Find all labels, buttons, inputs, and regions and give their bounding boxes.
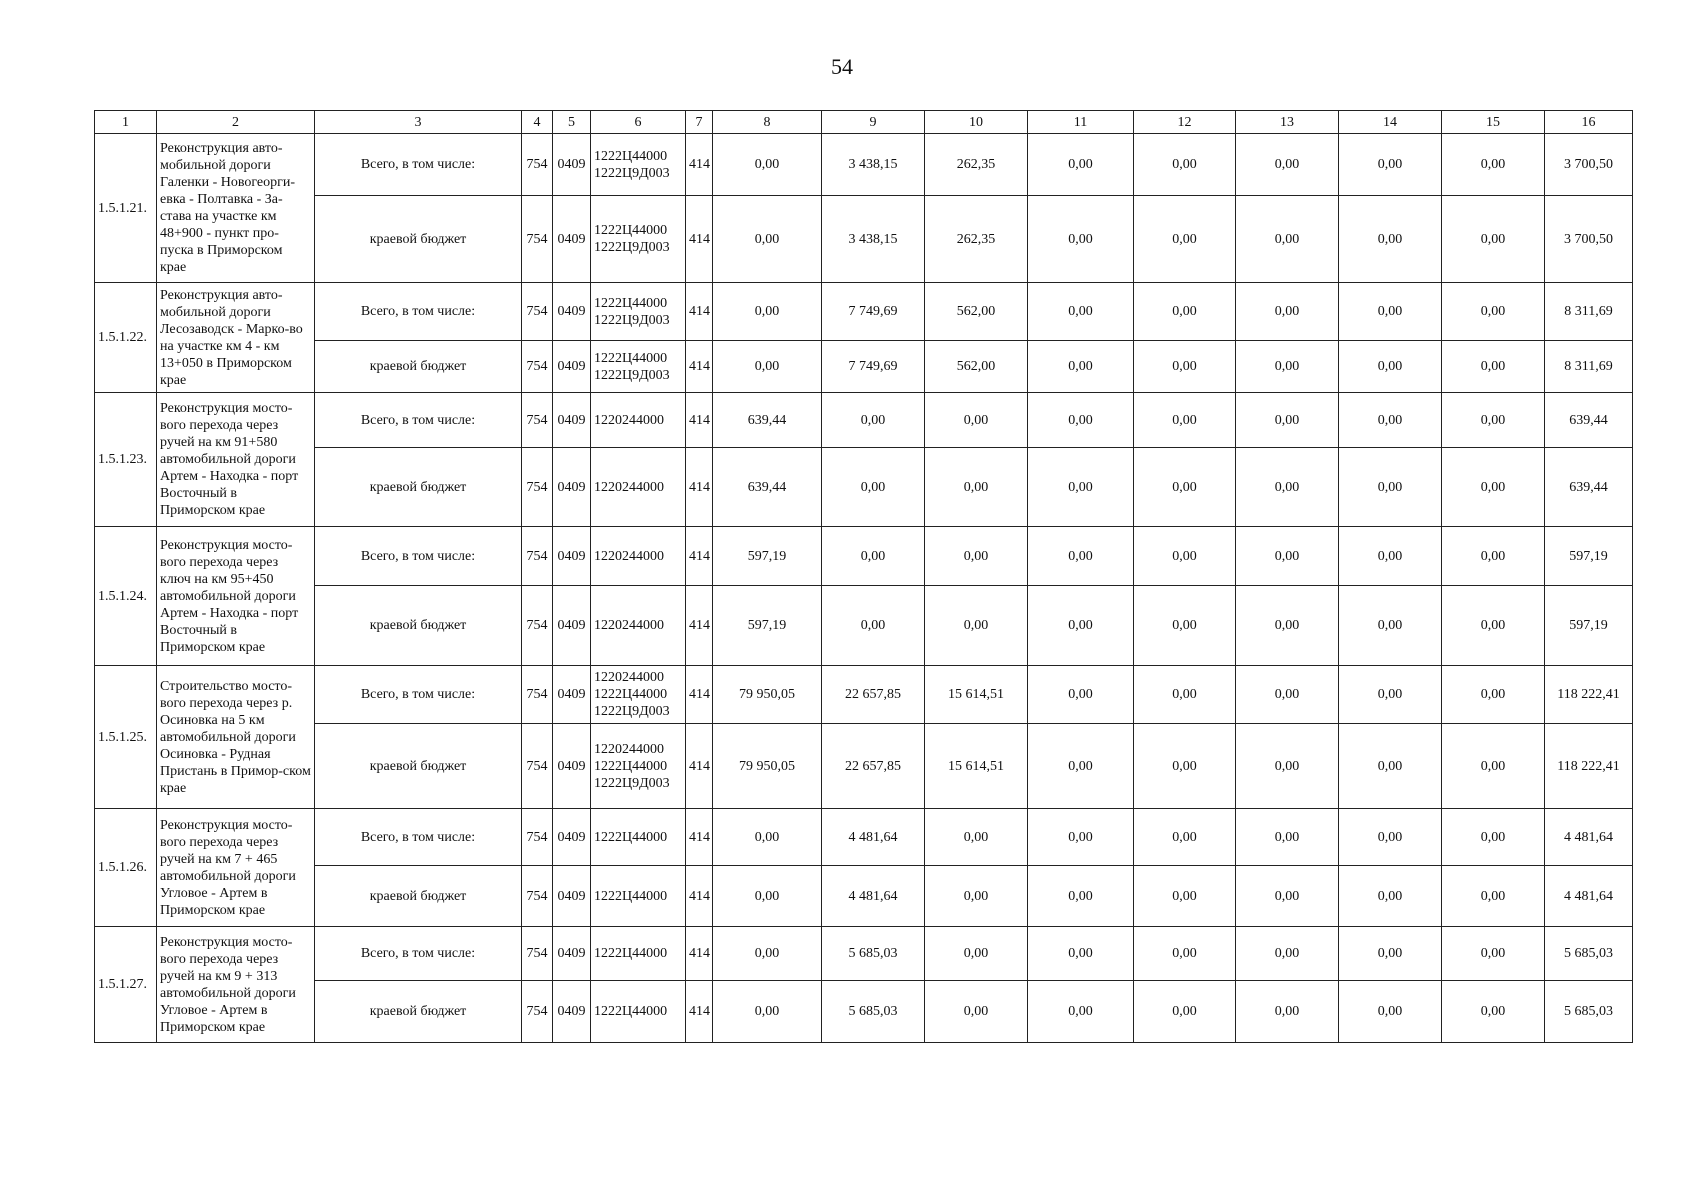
amount-cell: 0,00 (1236, 586, 1339, 666)
funding-source: Всего, в том числе: (315, 927, 522, 981)
funding-source: Всего, в том числе: (315, 134, 522, 196)
amount-cell: 0,00 (1236, 666, 1339, 724)
amount-cell: 0,00 (1134, 724, 1236, 809)
ministry-code: 754 (522, 283, 553, 341)
amount-cell: 0,00 (1028, 283, 1134, 341)
amount-cell: 0,00 (1339, 283, 1442, 341)
table-row (95, 666, 1633, 724)
item-name: Реконструкция мосто-вого перехода через ключ на км 95+450 автомобильной дороги Артем - Находка - порт Восточный в Приморском крае (157, 527, 315, 666)
expense-type-code: 414 (686, 134, 713, 196)
amount-cell: 0,00 (1339, 666, 1442, 724)
section-code: 0409 (553, 134, 591, 196)
target-article-code: 1222Ц9Д003 (594, 704, 670, 719)
item-name: Реконструкция авто-мобильной дороги Лесозаводск - Марко-во на участке км 4 - км 13+050 в Приморском крае (157, 283, 315, 393)
amount-cell: 0,00 (1339, 393, 1442, 448)
target-article-codes (591, 134, 686, 196)
amount-cell: 0,00 (1442, 586, 1545, 666)
amount-cell: 5 685,03 (1545, 927, 1633, 981)
amount-cell: 4 481,64 (822, 809, 925, 866)
amount-cell: 0,00 (1028, 927, 1134, 981)
section-code: 0409 (553, 196, 591, 283)
amount-cell: 4 481,64 (822, 866, 925, 927)
column-header: 8 (713, 111, 822, 134)
item-index: 1.5.1.24. (95, 527, 157, 666)
amount-cell: 0,00 (1028, 586, 1134, 666)
expense-type-code: 414 (686, 586, 713, 666)
ministry-code: 754 (522, 666, 553, 724)
table-row (95, 724, 1633, 809)
section-code: 0409 (553, 866, 591, 927)
column-header: 9 (822, 111, 925, 134)
amount-cell: 0,00 (1028, 393, 1134, 448)
amount-cell: 0,00 (1339, 196, 1442, 283)
amount-cell: 0,00 (1134, 927, 1236, 981)
table-row (95, 283, 1633, 341)
amount-cell: 3 438,15 (822, 196, 925, 283)
amount-cell: 0,00 (713, 196, 822, 283)
funding-source: Всего, в том числе: (315, 283, 522, 341)
funding-source: Всего, в том числе: (315, 527, 522, 586)
amount-cell: 0,00 (1028, 809, 1134, 866)
amount-cell: 0,00 (1134, 981, 1236, 1043)
amount-cell: 0,00 (1134, 527, 1236, 586)
funding-source: краевой бюджет (315, 448, 522, 527)
amount-cell: 0,00 (1442, 981, 1545, 1043)
column-header: 3 (315, 111, 522, 134)
amount-cell: 0,00 (925, 927, 1028, 981)
ministry-code: 754 (522, 448, 553, 527)
amount-cell: 0,00 (925, 527, 1028, 586)
amount-cell: 262,35 (925, 196, 1028, 283)
target-article-code: 1222Ц44000 (594, 687, 668, 702)
funding-source: краевой бюджет (315, 866, 522, 927)
amount-cell: 0,00 (1236, 134, 1339, 196)
target-article-codes (591, 586, 686, 666)
item-name: Реконструкция мосто-вого перехода через ручей на км 7 + 465 автомобильной дороги Угловое - Артем в Приморском крае (157, 809, 315, 927)
target-article-codes (591, 981, 686, 1043)
amount-cell: 0,00 (1339, 448, 1442, 527)
target-article-code: 1220244000 (594, 479, 664, 495)
funding-source: краевой бюджет (315, 586, 522, 666)
amount-cell: 0,00 (1134, 196, 1236, 283)
section-code: 0409 (553, 527, 591, 586)
column-header: 15 (1442, 111, 1545, 134)
item-name: Реконструкция мосто-вого перехода через ручей на км 9 + 313 автомобильной дороги Угловое - Артем в Приморском крае (157, 927, 315, 1043)
target-article-code: 1222Ц44000 (594, 1004, 668, 1019)
amount-cell: 0,00 (1134, 341, 1236, 393)
table-row (95, 809, 1633, 866)
budget-table (94, 110, 1633, 1043)
column-header: 4 (522, 111, 553, 134)
funding-source: краевой бюджет (315, 724, 522, 809)
table-row (95, 586, 1633, 666)
target-article-code: 1222Ц44000 (594, 148, 668, 164)
column-header: 1 (95, 111, 157, 134)
amount-cell: 0,00 (1442, 724, 1545, 809)
expense-type-code: 414 (686, 866, 713, 927)
amount-cell: 0,00 (1442, 393, 1545, 448)
amount-cell: 639,44 (1545, 448, 1633, 527)
amount-cell: 0,00 (1442, 927, 1545, 981)
amount-cell: 0,00 (822, 527, 925, 586)
expense-type-code: 414 (686, 196, 713, 283)
item-name: Строительство мосто-вого перехода через р. Осиновка на 5 км автомобильной дороги Осиновка - Рудная Пристань в Примор-ском крае (157, 666, 315, 809)
amount-cell: 0,00 (1236, 809, 1339, 866)
funding-source: Всего, в том числе: (315, 393, 522, 448)
item-name: Реконструкция авто-мобильной дороги Галенки - Новогеорги-евка - Полтавка - За-става на участке км 48+900 - пункт про-пуска в Приморском крае (157, 134, 315, 283)
expense-type-code: 414 (686, 341, 713, 393)
amount-cell: 0,00 (1236, 866, 1339, 927)
funding-source: краевой бюджет (315, 981, 522, 1043)
amount-cell: 118 222,41 (1545, 666, 1633, 724)
amount-cell: 0,00 (1442, 196, 1545, 283)
target-article-code: 1222Ц44000 (594, 295, 668, 311)
target-article-code: 1222Ц9Д003 (594, 312, 670, 328)
item-index: 1.5.1.22. (95, 283, 157, 393)
amount-cell: 0,00 (1028, 341, 1134, 393)
amount-cell: 0,00 (713, 283, 822, 341)
amount-cell: 0,00 (1236, 283, 1339, 341)
amount-cell: 5 685,03 (822, 981, 925, 1043)
table-row (95, 866, 1633, 927)
target-article-code: 1222Ц9Д003 (594, 165, 670, 181)
amount-cell: 0,00 (1339, 927, 1442, 981)
amount-cell: 118 222,41 (1545, 724, 1633, 809)
section-code: 0409 (553, 666, 591, 724)
item-name: Реконструкция мосто-вого перехода через ручей на км 91+580 автомобильной дороги Артем - Находка - порт Восточный в Приморском крае (157, 393, 315, 527)
amount-cell: 0,00 (1339, 586, 1442, 666)
ministry-code: 754 (522, 393, 553, 448)
item-index: 1.5.1.23. (95, 393, 157, 527)
target-article-code: 1220244000 (594, 741, 664, 757)
amount-cell: 7 749,69 (822, 341, 925, 393)
amount-cell: 0,00 (1134, 134, 1236, 196)
amount-cell: 0,00 (713, 927, 822, 981)
table-row (95, 927, 1633, 981)
expense-type-code: 414 (686, 981, 713, 1043)
amount-cell: 5 685,03 (822, 927, 925, 981)
column-header: 5 (553, 111, 591, 134)
amount-cell: 79 950,05 (713, 666, 822, 724)
amount-cell: 0,00 (1339, 134, 1442, 196)
amount-cell: 0,00 (1134, 283, 1236, 341)
expense-type-code: 414 (686, 527, 713, 586)
amount-cell: 597,19 (1545, 586, 1633, 666)
amount-cell: 15 614,51 (925, 724, 1028, 809)
amount-cell: 0,00 (713, 809, 822, 866)
amount-cell: 0,00 (1339, 809, 1442, 866)
expense-type-code: 414 (686, 448, 713, 527)
amount-cell: 0,00 (1134, 393, 1236, 448)
amount-cell: 8 311,69 (1545, 283, 1633, 341)
table-row (95, 134, 1633, 196)
amount-cell: 597,19 (1545, 527, 1633, 586)
target-article-code: 1222Ц44000 (594, 758, 668, 774)
amount-cell: 0,00 (1442, 283, 1545, 341)
column-header: 6 (591, 111, 686, 134)
amount-cell: 0,00 (1134, 809, 1236, 866)
item-index: 1.5.1.21. (95, 134, 157, 283)
amount-cell: 0,00 (822, 586, 925, 666)
amount-cell: 4 481,64 (1545, 809, 1633, 866)
amount-cell: 22 657,85 (822, 724, 925, 809)
amount-cell: 0,00 (1442, 527, 1545, 586)
ministry-code: 754 (522, 981, 553, 1043)
target-article-code: 1220244000 (594, 548, 664, 564)
table-row (95, 196, 1633, 283)
column-header: 12 (1134, 111, 1236, 134)
target-article-codes (591, 724, 686, 809)
amount-cell: 3 700,50 (1545, 196, 1633, 283)
amount-cell: 562,00 (925, 341, 1028, 393)
amount-cell: 0,00 (1028, 724, 1134, 809)
amount-cell: 0,00 (1028, 866, 1134, 927)
ministry-code: 754 (522, 866, 553, 927)
amount-cell: 0,00 (1236, 196, 1339, 283)
target-article-code: 1222Ц9Д003 (594, 775, 670, 791)
amount-cell: 0,00 (1134, 866, 1236, 927)
page-number: 54 (831, 54, 853, 79)
amount-cell: 0,00 (1236, 448, 1339, 527)
target-article-codes (591, 666, 686, 724)
section-code: 0409 (553, 809, 591, 866)
target-article-code: 1222Ц44000 (594, 888, 668, 904)
amount-cell: 0,00 (713, 341, 822, 393)
amount-cell: 0,00 (1339, 866, 1442, 927)
item-index: 1.5.1.26. (95, 809, 157, 927)
section-code: 0409 (553, 586, 591, 666)
column-header: 2 (157, 111, 315, 134)
amount-cell: 0,00 (1236, 981, 1339, 1043)
amount-cell: 0,00 (1028, 981, 1134, 1043)
target-article-code: 1222Ц44000 (594, 829, 668, 845)
amount-cell: 0,00 (1442, 448, 1545, 527)
target-article-codes (591, 809, 686, 866)
target-article-codes (591, 866, 686, 927)
table-body (95, 134, 1633, 1043)
expense-type-code: 414 (686, 927, 713, 981)
amount-cell: 0,00 (1236, 393, 1339, 448)
amount-cell: 0,00 (1339, 724, 1442, 809)
ministry-code: 754 (522, 809, 553, 866)
expense-type-code: 414 (686, 283, 713, 341)
amount-cell: 0,00 (1028, 666, 1134, 724)
amount-cell: 597,19 (713, 586, 822, 666)
amount-cell: 0,00 (1442, 341, 1545, 393)
amount-cell: 0,00 (1236, 927, 1339, 981)
amount-cell: 5 685,03 (1545, 981, 1633, 1043)
item-index: 1.5.1.27. (95, 927, 157, 1043)
amount-cell: 0,00 (1236, 527, 1339, 586)
amount-cell: 8 311,69 (1545, 341, 1633, 393)
amount-cell: 0,00 (822, 448, 925, 527)
target-article-codes (591, 196, 686, 283)
ministry-code: 754 (522, 586, 553, 666)
target-article-code: 1220244000 (594, 412, 664, 428)
target-article-code: 1220244000 (594, 618, 664, 633)
amount-cell: 0,00 (1339, 341, 1442, 393)
ministry-code: 754 (522, 134, 553, 196)
target-article-codes (591, 927, 686, 981)
amount-cell: 0,00 (1236, 341, 1339, 393)
header-row (95, 111, 1633, 134)
target-article-codes (591, 527, 686, 586)
column-header: 14 (1339, 111, 1442, 134)
table-row (95, 393, 1633, 448)
target-article-code: 1222Ц9Д003 (594, 367, 670, 383)
target-article-codes (591, 393, 686, 448)
expense-type-code: 414 (686, 724, 713, 809)
amount-cell: 0,00 (713, 134, 822, 196)
amount-cell: 0,00 (1236, 724, 1339, 809)
target-article-codes (591, 341, 686, 393)
funding-source: Всего, в том числе: (315, 666, 522, 724)
funding-source: краевой бюджет (315, 196, 522, 283)
column-header: 16 (1545, 111, 1633, 134)
ministry-code: 754 (522, 927, 553, 981)
amount-cell: 262,35 (925, 134, 1028, 196)
amount-cell: 0,00 (925, 586, 1028, 666)
amount-cell: 0,00 (1442, 666, 1545, 724)
amount-cell: 4 481,64 (1545, 866, 1633, 927)
amount-cell: 79 950,05 (713, 724, 822, 809)
section-code: 0409 (553, 283, 591, 341)
section-code: 0409 (553, 981, 591, 1043)
ministry-code: 754 (522, 196, 553, 283)
target-article-code: 1222Ц44000 (594, 350, 668, 366)
expense-type-code: 414 (686, 393, 713, 448)
target-article-code: 1222Ц44000 (594, 223, 668, 238)
ministry-code: 754 (522, 527, 553, 586)
amount-cell: 639,44 (713, 393, 822, 448)
amount-cell: 0,00 (1442, 866, 1545, 927)
amount-cell: 0,00 (1339, 981, 1442, 1043)
ministry-code: 754 (522, 341, 553, 393)
table-row (95, 448, 1633, 527)
ministry-code: 754 (522, 724, 553, 809)
amount-cell: 0,00 (713, 866, 822, 927)
amount-cell: 0,00 (925, 981, 1028, 1043)
amount-cell: 0,00 (1134, 448, 1236, 527)
funding-source: Всего, в том числе: (315, 809, 522, 866)
section-code: 0409 (553, 927, 591, 981)
table-row (95, 527, 1633, 586)
section-code: 0409 (553, 393, 591, 448)
amount-cell: 562,00 (925, 283, 1028, 341)
amount-cell: 0,00 (822, 393, 925, 448)
table-row (95, 981, 1633, 1043)
amount-cell: 0,00 (925, 448, 1028, 527)
amount-cell: 0,00 (1028, 448, 1134, 527)
amount-cell: 0,00 (1442, 809, 1545, 866)
amount-cell: 0,00 (1134, 666, 1236, 724)
amount-cell: 3 438,15 (822, 134, 925, 196)
target-article-code: 1220244000 (594, 670, 664, 685)
target-article-codes (591, 448, 686, 527)
amount-cell: 7 749,69 (822, 283, 925, 341)
column-header: 13 (1236, 111, 1339, 134)
amount-cell: 22 657,85 (822, 666, 925, 724)
section-code: 0409 (553, 724, 591, 809)
column-header: 7 (686, 111, 713, 134)
amount-cell: 0,00 (925, 393, 1028, 448)
amount-cell: 0,00 (1134, 586, 1236, 666)
target-article-code: 1222Ц9Д003 (594, 240, 670, 255)
expense-type-code: 414 (686, 666, 713, 724)
section-code: 0409 (553, 448, 591, 527)
column-header: 11 (1028, 111, 1134, 134)
amount-cell: 0,00 (925, 866, 1028, 927)
target-article-code: 1222Ц44000 (594, 946, 668, 961)
amount-cell: 0,00 (1442, 134, 1545, 196)
column-header: 10 (925, 111, 1028, 134)
amount-cell: 0,00 (925, 809, 1028, 866)
amount-cell: 0,00 (713, 981, 822, 1043)
expense-type-code: 414 (686, 809, 713, 866)
section-code: 0409 (553, 341, 591, 393)
target-article-codes (591, 283, 686, 341)
amount-cell: 639,44 (713, 448, 822, 527)
amount-cell: 3 700,50 (1545, 134, 1633, 196)
amount-cell: 0,00 (1339, 527, 1442, 586)
amount-cell: 15 614,51 (925, 666, 1028, 724)
funding-source: краевой бюджет (315, 341, 522, 393)
amount-cell: 639,44 (1545, 393, 1633, 448)
item-index: 1.5.1.25. (95, 666, 157, 809)
amount-cell: 0,00 (1028, 196, 1134, 283)
amount-cell: 0,00 (1028, 527, 1134, 586)
amount-cell: 0,00 (1028, 134, 1134, 196)
table-row (95, 341, 1633, 393)
amount-cell: 597,19 (713, 527, 822, 586)
